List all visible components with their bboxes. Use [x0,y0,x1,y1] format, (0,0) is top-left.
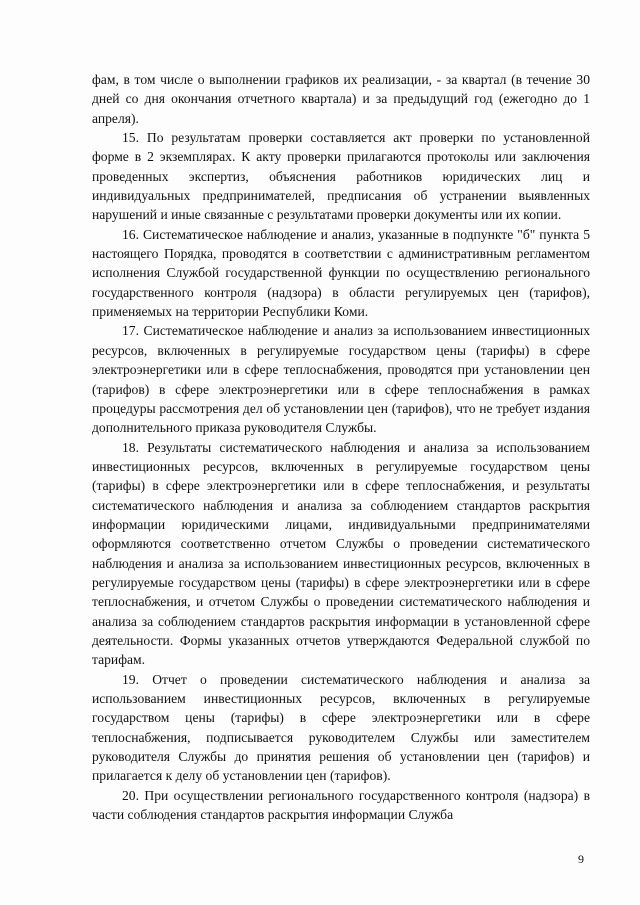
paragraph-continuation: фам, в том числе о выполнении графиков их реализации, - за квартал (в течение 30 дней со дня окончания отчетного квартала) и за предыдущий год (ежегодно до 1 апреля). [92,72,590,126]
paragraph-16: 16. Систематическое наблюдение и анализ, указанные в подпункте "б" пункта 5 настоящего Порядка, проводятся в соответствии с административным регламентом исполнения Службой государственной функции по осуществлению регионального государственного контроля (надзора) в области регулируемых цен (тарифов), применяемых на территории Республики Коми. [92,226,590,320]
page-number: 9 [578,852,584,866]
paragraph-20: 20. При осуществлении регионального государственного контроля (надзора) в части соблюдения стандартов раскрытия информации Служба [92,787,590,823]
document-body [92,70,590,824]
paragraph-15: 15. По результатам проверки составляется акт проверки по установленной форме в 2 экземплярах. К акту проверки прилагаются протоколы или заключения проведенных экспертиз, объяснения работников юридических лиц и индивидуальных предпринимателей, предписания об устранении выявленных нарушений и иные связанные с результатами проверки документы или их копии. [92,130,590,223]
paragraph-17: 17. Систематическое наблюдение и анализ за использованием инвестиционных ресурсов, включенных в регулируемые государством цены (тарифы) в сфере электроэнергетики или в сфере теплоснабжения, проводятся при установлении цен (тарифов) в сфере электроэнергетики или в сфере теплоснабжения в рамках процедуры рассмотрения дел об установлении цен (тарифов), что не требует издания дополнительного приказа руководителя Службы. [92,323,590,436]
paragraph-19: 19. Отчет о проведении систематического наблюдения и анализа за использованием инвестиционных ресурсов, включенных в регулируемые государством цены (тарифы) в сфере электроэнергетики или в сфере теплоснабжения, подписывается руководителем Службы или заместителем руководителя Службы до принятия решения об установлении цен (тарифов) и прилагается к делу об установлении цен (тарифов). [92,671,590,784]
paragraph-18: 18. Результаты систематического наблюдения и анализа за использованием инвестиционных ресурсов, включенных в регулируемые государством цены (тарифы) в сфере электроэнергетики или в сфере теплоснабжения, и результаты систематического наблюдения и анализа за соблюдением стандартов раскрытия информации юридическими лицами, индивидуальными предпринимателями оформляются соответственно отчетом Службы о проведении систематического наблюдения и анализа за использованием инвестиционных ресурсов, включенных в регулируемые государством цены (тарифы) в сфере электроэнергетики или в сфере теплоснабжения, и отчетом Службы о проведении систематического наблюдения и анализа за соблюдением стандартов раскрытия информации в установленной сфере деятельности. Формы указанных отчетов утверждаются Федеральной службой по тарифам. [92,439,590,668]
